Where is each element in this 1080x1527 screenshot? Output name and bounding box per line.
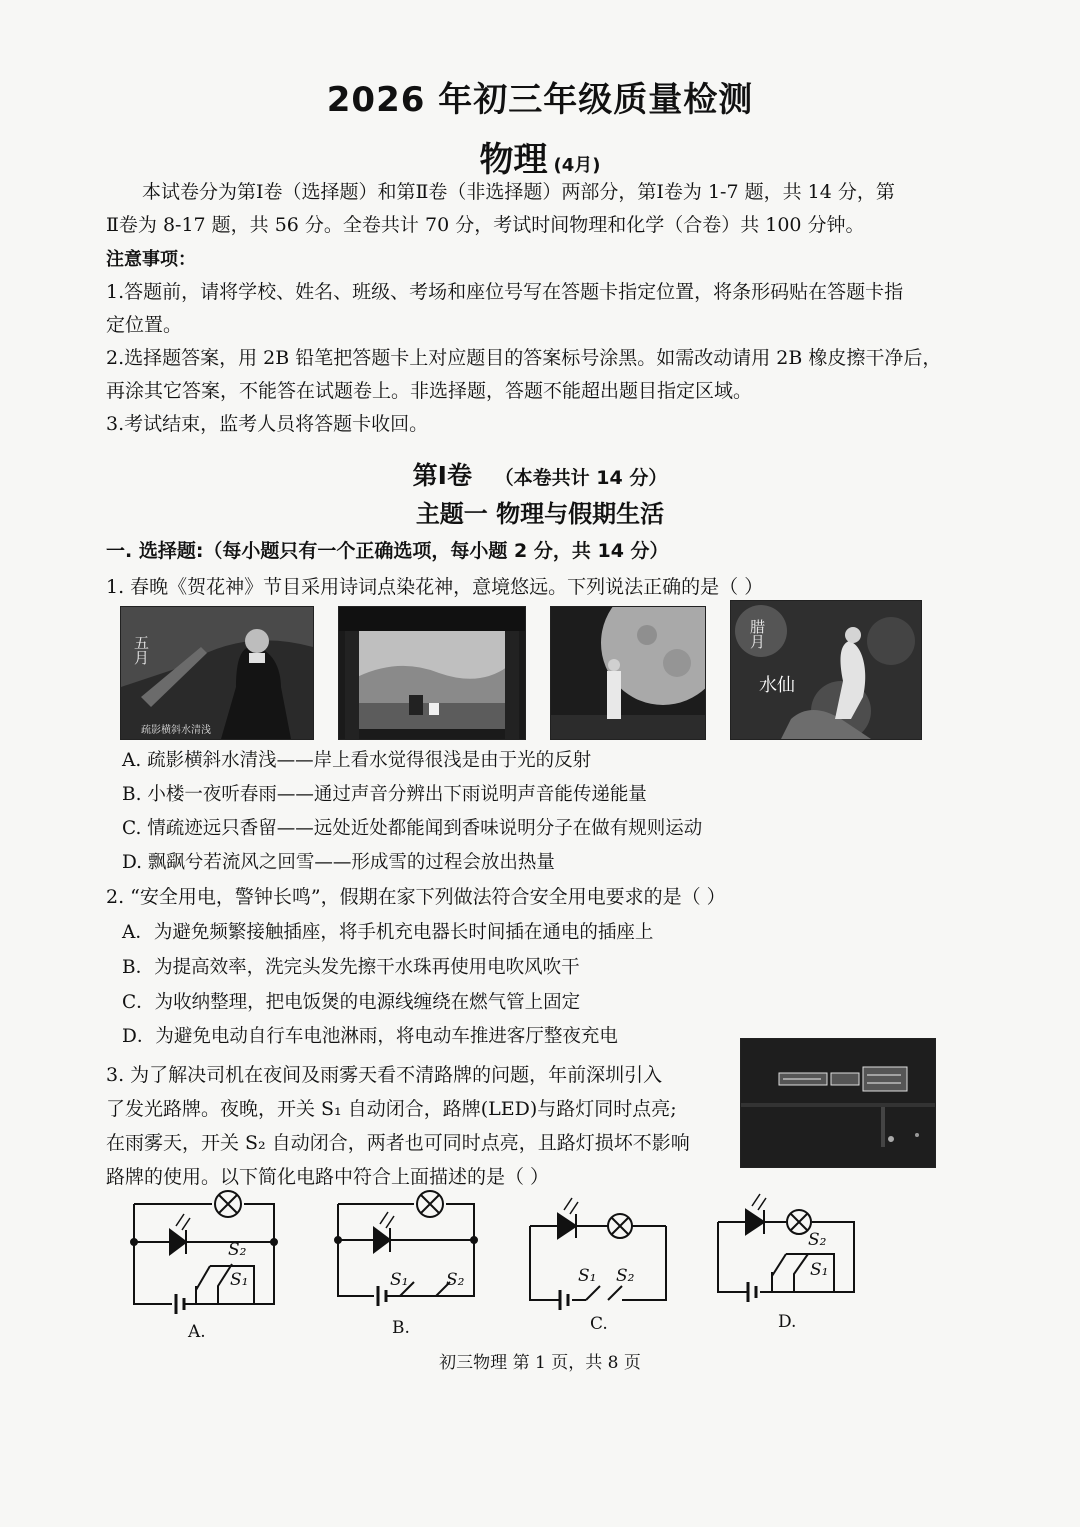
note-3: 3.考试结束，监考人员将答题卡收回。 [106, 413, 429, 435]
photo-a-caption: 疏影横斜水清浅 [141, 725, 211, 736]
photo-d-overlay: 腊月 [748, 619, 766, 649]
q3-road-sign-photo [740, 1038, 936, 1168]
q2-option-a: A．为避免频繁接触插座，将手机充电器长时间插在通电的插座上 [122, 922, 654, 943]
circuit-b-s1: S₁ [390, 1270, 409, 1290]
part1-heading [0, 456, 1080, 492]
q2-stem: 2. “安全用电，警钟长鸣”，假期在家下列做法符合安全用电要求的是（ ） [106, 886, 726, 908]
q1-option-d: D. 飘飖兮若流风之回雪——形成雪的过程会放出热量 [122, 852, 555, 873]
subject-name: 物理 [479, 140, 548, 180]
circuit-c-label: C. [590, 1314, 608, 1334]
section-title: 一. 选择题:（每小题只有一个正确选项，每小题 2 分，共 14 分） [106, 540, 669, 562]
q3-line-3: 在雨雾天，开关 S₂ 自动闭合，两者也可同时点亮，且路灯损坏不影响 [106, 1132, 690, 1154]
q1-option-b: B. 小楼一夜听春雨——通过声音分辨出下雨说明声音能传递能量 [122, 784, 647, 805]
subject-month: (4月) [553, 155, 601, 176]
page-footer: 初三物理 第 1 页，共 8 页 [439, 1353, 641, 1373]
q1-option-c: C. 情疏迹远只香留——远处近处都能闻到香味说明分子在做有规则运动 [122, 818, 703, 839]
circuit-c [526, 1186, 676, 1334]
q1-photo-a [120, 606, 314, 740]
q1-photo-b [338, 606, 526, 740]
part1-score: （本卷共计 14 分） [494, 467, 668, 489]
exam-title: 2026 年初三年级质量检测 [326, 80, 754, 120]
photo-d-caption: 水仙 [759, 675, 795, 696]
circuit-b [330, 1186, 490, 1338]
circuit-a-label: A. [188, 1322, 206, 1342]
intro-line-2: Ⅱ卷为 8-17 题，共 56 分。全卷共计 70 分，考试时间物理和化学（合卷）共 100 分钟。 [106, 214, 865, 236]
note-2a: 2.选择题答案，用 2B 铅笔把答题卡上对应题目的答案标号涂黑。如需改动请用 2B 橡皮擦干净后， [106, 347, 942, 369]
intro-line-1: 本试卷分为第Ⅰ卷（选择题）和第Ⅱ卷（非选择题）两部分，第Ⅰ卷为 1-7 题，共 14 分，第 [142, 181, 895, 203]
q2-option-c: C．为收纳整理，把电饭煲的电源线缠绕在燃气管上固定 [122, 992, 581, 1013]
q2-option-b: B．为提高效率，洗完头发先擦干水珠再使用电吹风吹干 [122, 957, 580, 978]
circuit-c-s1: S₁ [578, 1266, 597, 1286]
note-2b: 再涂其它答案，不能答在试题卷上。非选择题，答题不能超出题目指定区域。 [106, 380, 753, 402]
q3-line-1: 3. 为了解决司机在夜间及雨雾天看不清路牌的问题，年前深圳引入 [106, 1064, 663, 1086]
circuit-a-s2: S₂ [228, 1240, 247, 1260]
q1-option-a: A. 疏影横斜水清浅——岸上看水觉得很浅是由于光的反射 [122, 750, 592, 771]
notes-heading: 注意事项： [106, 249, 196, 270]
circuit-c-s2: S₂ [616, 1266, 635, 1286]
circuit-b-s2: S₂ [446, 1270, 465, 1290]
circuit-d-s1: S₁ [810, 1260, 829, 1280]
q3-line-2: 了发光路牌。夜晚，开关 S₁ 自动闭合，路牌(LED)与路灯同时点亮; [106, 1098, 677, 1120]
q1-photo-c [550, 606, 706, 740]
circuit-d-s2: S₂ [808, 1230, 827, 1250]
q1-photo-d [730, 600, 922, 740]
q2-option-d: D．为避免电动自行车电池淋雨，将电动车推进客厅整夜充电 [122, 1026, 618, 1047]
q3-line-4: 路牌的使用。以下简化电路中符合上面描述的是（ ） [106, 1166, 550, 1188]
circuit-d [714, 1184, 864, 1332]
q1-stem: 1. 春晚《贺花神》节目采用诗词点染花神，意境悠远。下列说法正确的是（ ） [106, 576, 764, 598]
note-1b: 定位置。 [106, 314, 183, 336]
part1-title: 第Ⅰ卷 [412, 461, 472, 490]
circuit-a [126, 1190, 286, 1342]
circuit-a-s1: S₁ [230, 1270, 249, 1290]
theme-title: 主题一 物理与假期生活 [415, 500, 665, 528]
note-1a: 1.答题前，请将学校、姓名、班级、考场和座位号写在答题卡指定位置，将条形码贴在答题卡指 [106, 281, 904, 303]
subject-heading [0, 132, 1080, 181]
circuit-d-label: D. [778, 1312, 797, 1332]
photo-a-overlay: 五月 [132, 635, 150, 665]
circuit-b-label: B. [392, 1318, 410, 1338]
